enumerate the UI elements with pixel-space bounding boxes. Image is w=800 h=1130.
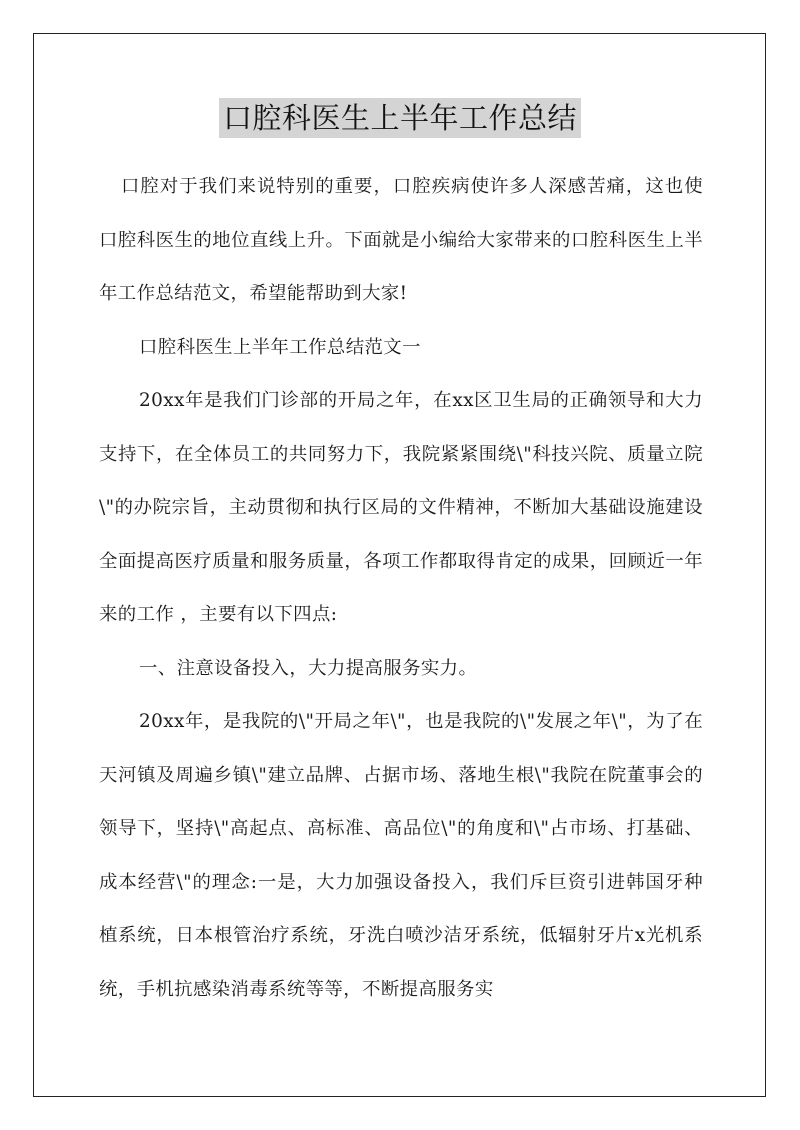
body-paragraph-2: 20xx年，是我院的\"开局之年\"，也是我院的\"发展之年\"，为了在天河镇及周遍乡镇\"建立品牌、占据市场、落地生根\"我院在院董事会的领导下，坚持\"高起点、高标准、高品位\"的角度和\"占市场、打基础、成本经营\"的理念:一是，大力加强设备投入，我们斥巨资引进韩国牙种植系统，日本根管治疗系统，牙洗白喷沙洁牙系统，低辐射牙片x光机系统，手机抗感染消毒系统等等，不断提高服务实 [99, 711, 703, 1000]
title-container [0, 98, 800, 138]
document-title: 口腔科医生上半年工作总结 [219, 98, 581, 138]
intro-paragraph: 口腔对于我们来说特别的重要，口腔疾病使许多人深感苦痛，这也使口腔科医生的地位直线上升。下面就是小编给大家带来的口腔科医生上半年工作总结范文，希望能帮助到大家! [99, 176, 703, 304]
document-body [99, 160, 703, 1016]
section-heading: 口腔科医生上半年工作总结范文一 [139, 336, 421, 358]
body-paragraph-1: 20xx年是我们门诊部的开局之年，在xx区卫生局的正确领导和大力支持下，在全体员工的共同努力下，我院紧紧围绕\"科技兴院、质量立院\"的办院宗旨，主动贯彻和执行区局的文件精神，不断加大基础设施建设全面提高医疗质量和服务质量，各项工作都取得肯定的成果，回顾近一年来的工作 ，主要有以下四点: [99, 390, 703, 625]
subsection-heading: 一、注意设备投入，大力提高服务实力。 [139, 657, 478, 679]
